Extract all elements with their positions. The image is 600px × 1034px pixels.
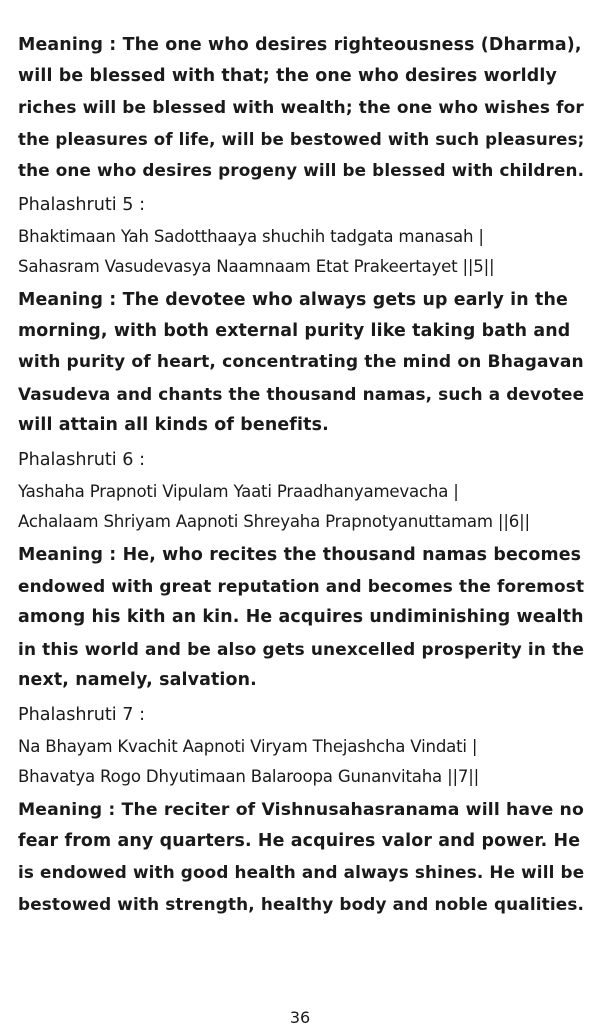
meaning-paragraph xyxy=(18,30,586,186)
meaning-line: fear from any quarters. He acquires valor and power. He xyxy=(18,831,581,852)
page-number: 36 xyxy=(289,1008,311,1027)
section-heading: Phalashruti 5 : xyxy=(18,195,146,216)
section-heading: Phalashruti 6 : xyxy=(18,450,146,471)
verse-line: Sahasram Vasudevasya Naamnaam Etat Prakeertayet ||5|| xyxy=(18,256,495,276)
verse-line: Bhavatya Rogo Dhyutimaan Balaroopa Gunanvitaha ||7|| xyxy=(18,766,479,786)
meaning-line: in this world and be also gets unexcelled prosperity in the xyxy=(18,638,585,659)
meaning-paragraph xyxy=(18,285,586,441)
meaning-line: Meaning : The one who desires righteousness (Dharma), xyxy=(18,35,582,55)
meaning-line: among his kith an kin. He acquires undiminishing wealth xyxy=(18,607,584,628)
meaning-line: riches will be blessed with wealth; the one who wishes for xyxy=(18,97,584,118)
meaning-line: bestowed with strength, healthy body and noble qualities. xyxy=(18,893,585,914)
verse-block xyxy=(18,477,586,536)
meaning-line: morning, with both external purity like taking bath and xyxy=(18,321,571,342)
meaning-line: the pleasures of life, will be bestowed with such pleasures; xyxy=(18,129,585,149)
page-content xyxy=(18,30,586,920)
meaning-paragraph xyxy=(18,795,586,920)
meaning-line: Meaning : He, who recites the thousand namas becomes xyxy=(18,545,582,566)
section-heading: Phalashruti 7 : xyxy=(18,705,146,726)
meaning-line: Meaning : The devotee who always gets up early in the xyxy=(18,290,568,311)
meaning-line: is endowed with good health and always shines. He will be xyxy=(18,862,585,883)
verse-line: Na Bhayam Kvachit Aapnoti Viryam Thejashcha Vindati | xyxy=(18,737,478,757)
meaning-line: with purity of heart, concentrating the mind on Bhagavan xyxy=(18,352,584,373)
meaning-line: will be blessed with that; the one who desires worldly xyxy=(18,66,557,87)
verse-line: Achalaam Shriyam Aapnoti Shreyaha Prapnotyanuttamam ||6|| xyxy=(18,511,530,531)
meaning-line: Meaning : The reciter of Vishnusahasranama will have no xyxy=(18,800,584,821)
meaning-paragraph xyxy=(18,540,586,696)
meaning-line: Vasudeva and chants the thousand namas, such a devotee xyxy=(18,383,585,404)
verse-line: Bhaktimaan Yah Sadotthaaya shuchih tadgata manasah | xyxy=(18,227,484,247)
verse-block xyxy=(18,222,586,281)
meaning-line: the one who desires progeny will be blessed with children. xyxy=(18,159,585,180)
meaning-line: endowed with great reputation and becomes the foremost xyxy=(18,576,585,597)
verse-block xyxy=(18,732,586,791)
verse-line: Yashaha Prapnoti Vipulam Yaati Praadhanyamevacha | xyxy=(18,482,459,502)
meaning-line: will attain all kinds of benefits. xyxy=(18,414,329,435)
meaning-line: next, namely, salvation. xyxy=(18,669,257,690)
